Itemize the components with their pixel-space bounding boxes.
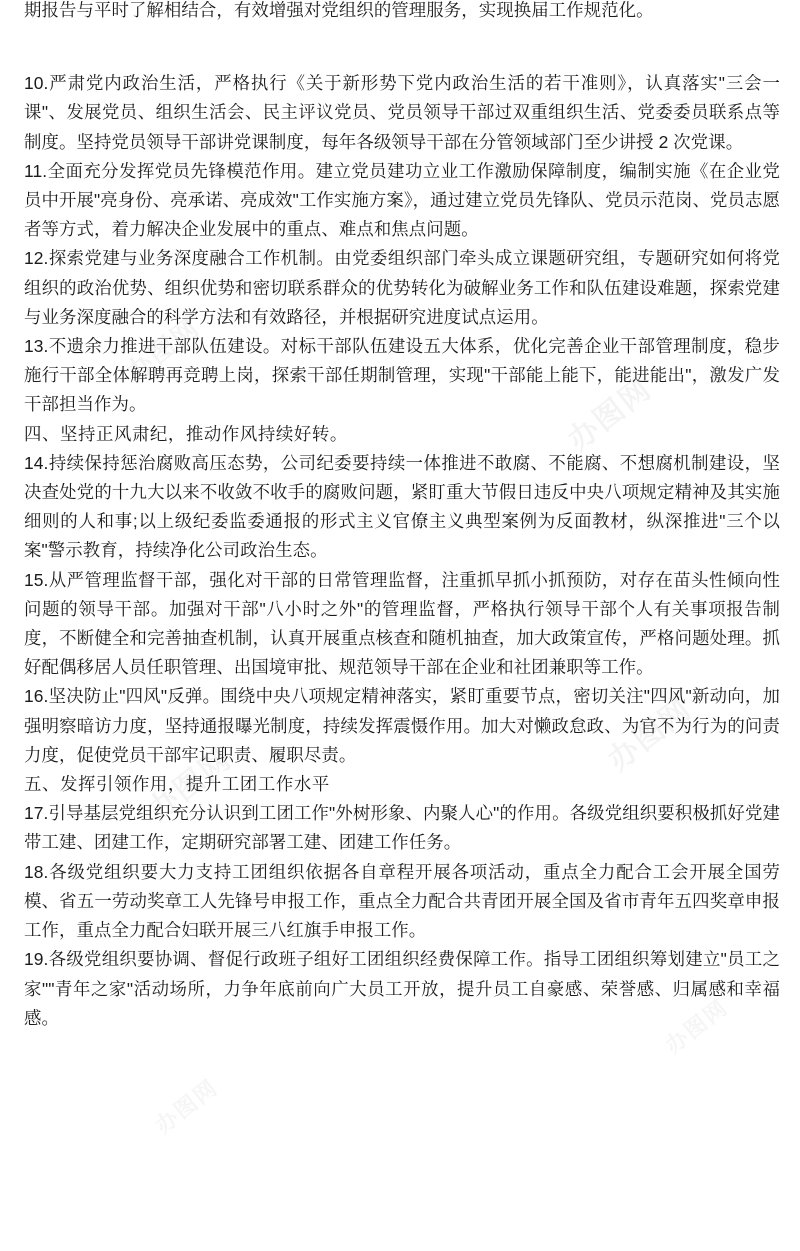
- paragraph-item-13: 13.不遗余力推进干部队伍建设。对标干部队伍建设五大体系，优化完善企业干部管理制度，稳步施行干部全体解聘再竞聘上岗，探索干部任期制管理，实现"干部能上能下，能进能出"，激发广发干部担当作为。: [24, 336, 780, 415]
- paragraph-item-15: 15.从严管理监督干部，强化对干部的日常管理监督，注重抓早抓小抓预防，对存在苗头性倾向性问题的领导干部。加强对干部"八小时之外"的管理监督，严格执行领导干部个人有关事项报告制度，不断健全和完善抽查机制，认真开展重点核查和随机抽查，加大政策宣传，严格问题处理。抓好配偶移居人员任职管理、出国境审批、规范领导干部在企业和社团兼职等工作。: [24, 569, 780, 678]
- paragraph-item-10: 10.严肃党内政治生活，严格执行《关于新形势下党内政治生活的若干准则》，认真落实"三会一课"、发展党员、组织生活会、民主评议党员、党员领导干部过双重组织生活、党委委员联系点等制度。坚持党员领导干部讲党课制度，每年各级领导干部在分管领域部门至少讲授 2 次党课。: [24, 73, 780, 152]
- paragraph-item-17: 17.引导基层党组织充分认识到工团工作"外树形象、内聚人心"的作用。各级党组织要积极抓好党建带工建、团建工作，定期研究部署工建、团建工作任务。: [24, 803, 780, 853]
- paragraph-gap: [24, 25, 780, 69]
- paragraph-item-16: 16.坚决防止"四风"反弹。围绕中央八项规定精神落实，紧盯重要节点，密切关注"四风"新动向，加强明察暗访力度，坚持通报曝光制度，持续发挥震慑作用。加大对懒政怠政、为官不为行为的问责力度，促使党员干部牢记职责、履职尽责。: [24, 686, 780, 765]
- paragraph-item-12: 12.探索党建与业务深度融合工作机制。由党委组织部门牵头成立课题研究组，专题研究如何将党组织的政治优势、组织优势和密切联系群众的优势转化为破解业务工作和队伍建设难题，探索党建与业务深度融合的科学方法和有效路径，并根据研究进度试点运用。: [24, 248, 780, 327]
- paragraph-item-19: 19.各级党组织要协调、督促行政班子组好工团组织经费保障工作。指导工团组织筹划建立"员工之家""青年之家"活动场所，力争年底前向广大员工开放，提升员工自豪感、荣誉感、归属感和幸福感。: [24, 949, 780, 1028]
- paragraph-item-18: 18.各级党组织要大力支持工团组织依据各自章程开展各项活动，重点全力配合工会开展全国劳模、省五一劳动奖章工人先锋号申报工作，重点全力配合共青团开展全国及省市青年五四奖章申报工作，重点全力配合妇联开展三八红旗手申报工作。: [24, 861, 780, 941]
- section-heading-four: 四、坚持正风肃纪，推动作风持续好转。: [24, 423, 348, 444]
- paragraph-item-14: 14.持续保持惩治腐败高压态势，公司纪委要持续一体推进不敢腐、不能腐、不想腐机制建设，坚决查处党的十九大以来不收敛不收手的腐败问题，紧盯重大节假日违反中央八项规定精神及其实施细则的人和事;以上级纪委监委通报的形式主义官僚主义典型案例为反面教材，纵深推进"三个以案"警示教育，持续净化公司政治生态。: [24, 452, 780, 561]
- watermark-text: [148, 1071, 224, 1140]
- paragraph-continuation-line: 期报告与平时了解相结合，有效增强对党组织的管理服务，实现换届工作规范化。: [24, 0, 654, 20]
- paragraph-item-11: 11.全面充分发挥党员先锋模范作用。建立党员建功立业工作激励保障制度，编制实施《在企业党员中开展"亮身份、亮承诺、亮成效"工作实施方案》，通过建立党员先锋队、党员示范岗、党员志愿者等方式，着力解决企业发展中的重点、难点和焦点问题。: [24, 160, 780, 240]
- section-heading-five: 五、发挥引领作用，提升工团工作水平: [24, 774, 330, 795]
